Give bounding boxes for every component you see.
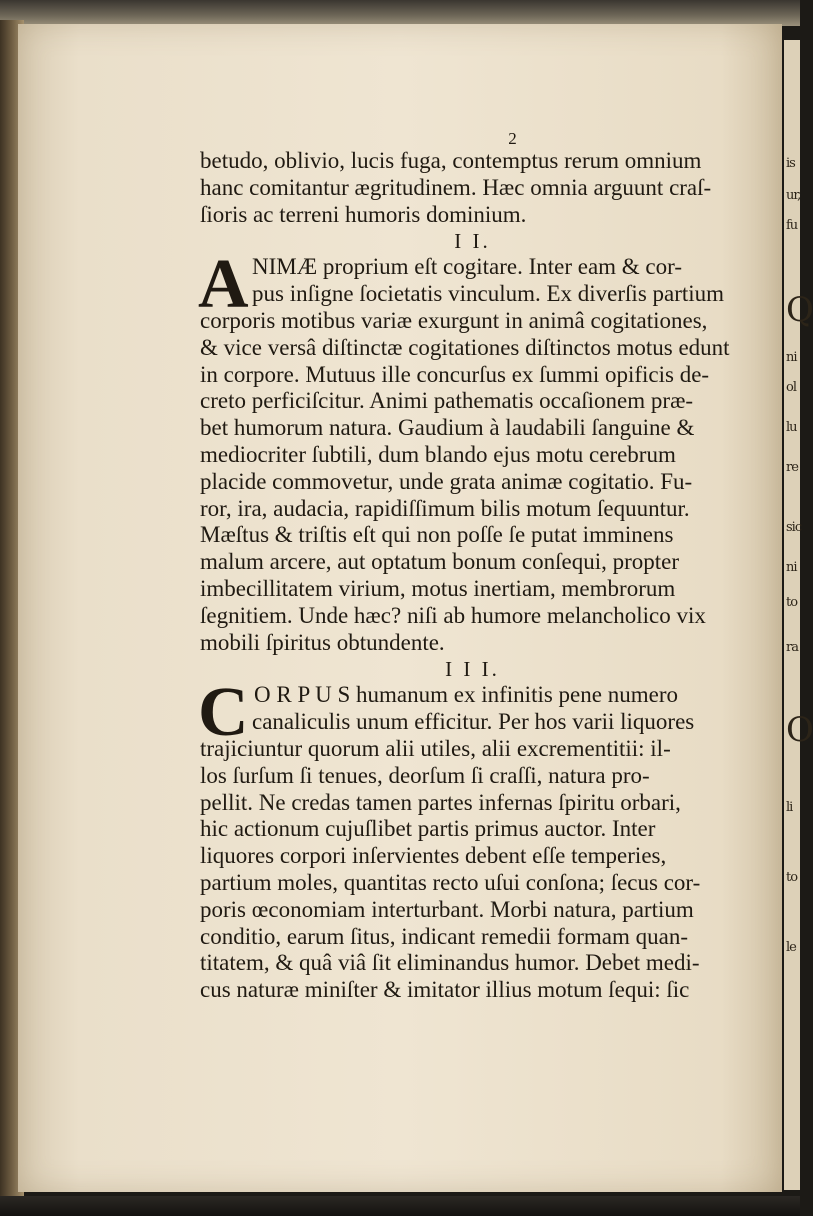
adjacent-fragment: fu <box>786 218 798 233</box>
text-line: trajiciuntur quorum alii utiles, alii excrementitii: il- <box>200 735 671 761</box>
adjacent-fragment: to <box>786 595 798 610</box>
text-line: los ſurſum ſi tenues, deorſum ſi craſſi, natura pro- <box>200 762 650 788</box>
text-line: liquores corpori inſervientes debent eſſe temperies, <box>200 843 667 869</box>
text-line: ror, ira, audacia, rapidiſſimum bilis motum ſequuntur. <box>200 495 690 521</box>
text-line: Mæſtus & triſtis eſt qui non poſſe ſe putat imminens <box>200 522 674 548</box>
section-3-paragraph <box>198 674 765 1004</box>
adjacent-fragment: lu <box>786 420 797 435</box>
adjacent-fragment: sic <box>786 520 802 535</box>
adjacent-fragment: li <box>786 800 793 815</box>
section-heading-2: I I. <box>454 229 491 254</box>
text-line: corporis motibus variæ exurgunt in animâ cogitationes, <box>200 307 708 333</box>
text-line: in corpore. Mutuus ille concurſus ex ſummi opificis de- <box>200 361 710 387</box>
book-bottom-edge <box>0 1196 800 1216</box>
text-line: mobili ſpiritus obtundente. <box>200 629 445 655</box>
text-line: hanc comitantur ægritudinem. Hæc omnia arguunt craſ- <box>200 174 712 200</box>
text-line: mediocriter ſubtili, dum blando ejus motu cerebrum <box>200 441 676 467</box>
page-text <box>200 128 765 1004</box>
section-heading-3: I I I. <box>445 657 500 682</box>
adjacent-fragment: ur, <box>786 188 801 203</box>
adjacent-fragment: O <box>786 710 813 750</box>
text-line: titatem, & quâ viâ ſit eliminandus humor. Debet medi- <box>200 950 700 976</box>
adjacent-fragment: ra <box>786 640 798 655</box>
text-line: bet humorum natura. Gaudium à laudabili ſanguine & <box>200 415 695 441</box>
text-line: & vice versâ diſtinctæ cogitationes diſtinctos motus edunt <box>200 334 730 360</box>
adjacent-fragment: re <box>786 460 798 475</box>
adjacent-fragment: is <box>786 156 795 171</box>
text-line: NIMÆ proprium eſt cogitare. Inter eam & cor- <box>252 254 683 280</box>
text-line: hic actionum cujuſlibet partis primus auctor. Inter <box>200 816 656 842</box>
text-line: O R P U S humanum ex infinitis pene numero <box>254 682 678 708</box>
adjacent-fragment: ol <box>786 380 796 395</box>
text-line: pus inſigne ſocietatis vinculum. Ex diverſis partium <box>252 281 725 307</box>
section-2-paragraph <box>198 246 765 656</box>
text-line: ſegnitiem. Unde hæc? niſi ab humore melancholico vix <box>200 602 706 628</box>
text-line: betudo, oblivio, lucis fuga, contemptus rerum omnium <box>200 148 702 173</box>
text-line: cus naturæ miniſter & imitator illius motum ſequi: ſic <box>200 977 690 1003</box>
adjacent-fragment: to <box>786 870 798 885</box>
adjacent-fragment: ni <box>786 350 797 365</box>
text-line: partium moles, quantitas recto uſui conſona; ſecus cor- <box>200 869 701 895</box>
text-line: canaliculis unum efficitur. Per hos varii liquores <box>252 709 695 735</box>
text-line: ſioris ac terreni humoris dominium. <box>200 201 527 227</box>
page-number: 2 <box>508 129 517 148</box>
text-line: conditio, earum ſitus, indicant remedii formam quan- <box>200 923 688 949</box>
adjacent-fragment: le <box>786 940 796 955</box>
adjacent-fragment: ni <box>786 560 797 575</box>
text-line: poris œconomiam interturbant. Morbi natura, partium <box>200 896 694 922</box>
adjacent-page-edge <box>784 40 813 1190</box>
text-line: creto perficiſcitur. Animi pathematis occaſionem præ- <box>200 388 694 414</box>
text-line: placide commovetur, unde grata animæ cogitatio. Fu- <box>200 468 693 494</box>
text-line: pellit. Ne credas tamen partes infernas ſpiritu orbari, <box>200 789 681 815</box>
text-line: malum arcere, aut optatum bonum conſequi, propter <box>200 549 680 575</box>
drop-cap: A <box>198 246 249 324</box>
text-line: imbecillitatem virium, motus inertiam, membrorum <box>200 575 676 601</box>
drop-cap: C <box>198 674 249 752</box>
adjacent-fragment: Q <box>786 290 813 330</box>
intro-paragraph <box>200 148 765 228</box>
book-top-edge <box>0 0 800 26</box>
